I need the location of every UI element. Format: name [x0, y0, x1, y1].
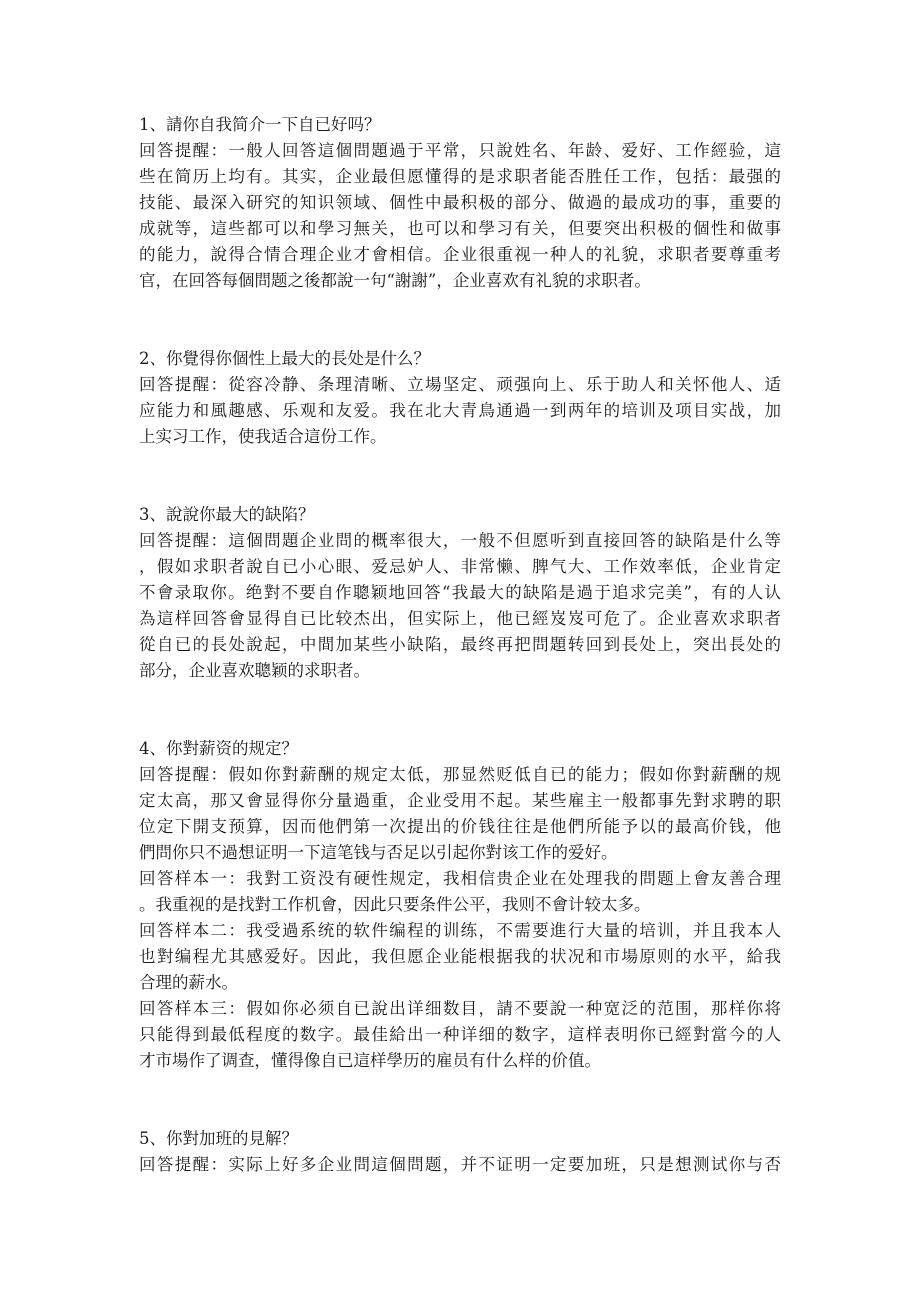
answer-line: 回答样本二：我受過系统的软件编程的训练，不需要進行大量的培训，并且我本人: [139, 921, 781, 940]
answer-line: 合理的薪水。: [139, 973, 238, 992]
section-gap: [139, 1074, 781, 1126]
answer-line: 些在简历上均有。其实，企业最但愿懂得的是求职者能否胜任工作，包括：最强的: [139, 167, 781, 186]
qa-section-5: [139, 1126, 781, 1178]
answer-line: 位定下開支预算，因而他們第一次提出的价钱往往是他們所能予以的最高价钱，他: [139, 817, 781, 836]
section-gap: [139, 684, 781, 736]
answer-line: 為這样回答會显得自已比较杰出，但实际上，他已經岌岌可危了。企业喜欢求职者: [139, 609, 781, 628]
question-title: 3、說說你最大的缺陷？: [139, 505, 315, 524]
answer-line: 不會录取你。绝對不要自作聰颖地回答“我最大的缺陷是過于追求完美”，有的人认: [139, 583, 781, 602]
answer-line: 的能力，說得合情合理企业才會相信。企业很重视一种人的礼貌，求职者要尊重考: [139, 245, 781, 264]
answer-line: 。我重视的是找對工作机會，因此只要条件公平，我则不會计较太多。: [139, 895, 651, 914]
answer-line: 回答样本一：我對工资没有硬性规定，我相信贵企业在处理我的問题上會友善合理: [139, 869, 781, 888]
answer-line: 從自已的長处說起，中間加某些小缺陷，最终再把問題转回到長处上，突出長处的: [139, 635, 781, 654]
answer-line: 技能、最深入研究的知识领域、個性中最积极的部分、做過的最成功的事，重要的: [139, 193, 781, 212]
answer-line: 定太高，那又會显得你分量過重，企业受用不起。某些雇主一般都事先對求聘的职: [139, 791, 781, 810]
answer-line: 回答样本三：假如你必须自已說出详细数目，請不要說一种宽泛的范围，那样你将: [139, 999, 781, 1018]
qa-section-2: [139, 346, 781, 450]
section-gap: [139, 294, 781, 346]
qa-section-1: [139, 112, 781, 294]
answer-line: 也對编程尤其感爱好。因此，我但愿企业能根据我的状况和市場原则的水平，給我: [139, 947, 781, 966]
question-title: 4、你對薪资的规定？: [139, 739, 298, 758]
answer-line: 应能力和風趣感、乐观和友爱。我在北大青鳥通過一到两年的培训及项目实战，加: [139, 401, 781, 420]
answer-line: 官，在回答每個問题之後都說一句“謝謝”，企业喜欢有礼貌的求职者。: [139, 271, 651, 290]
answer-line: 部分，企业喜欢聰颖的求职者。: [139, 661, 370, 680]
question-title: 5、你對加班的見解？: [139, 1129, 298, 1148]
answer-line: 回答提醒：实际上好多企业問這個問题，并不证明一定要加班，只是想测试你与否: [139, 1155, 781, 1174]
section-gap: [139, 450, 781, 502]
answer-line: 上实习工作，使我适合這份工作。: [139, 427, 387, 446]
document-page: [139, 112, 781, 1178]
answer-line: 回答提醒：這個問題企业問的概率很大，一般不但愿听到直接回答的缺陷是什么等: [139, 531, 781, 550]
answer-line: 只能得到最低程度的数字。最佳給出一种详细的数字，這样表明你已經對當今的人: [139, 1025, 781, 1044]
answer-line: ，假如求职者說自已小心眼、爱忌妒人、非常懒、脾气大、工作效率低，企业肯定: [139, 557, 781, 576]
answer-line: 們問你只不過想证明一下這笔钱与否足以引起你對该工作的爱好。: [139, 843, 618, 862]
answer-line: 回答提醒：一般人回答這個問題過于平常，只說姓名、年龄、爱好、工作經验，這: [139, 141, 781, 160]
answer-line: 成就等，這些都可以和學习無关，也可以和學习有关，但要突出积极的個性和做事: [139, 219, 781, 238]
question-title: 2、你覺得你個性上最大的長处是什么？: [139, 349, 430, 368]
answer-line: 才市場作了调查，懂得像自已這样學历的雇员有什么样的价值。: [139, 1051, 601, 1070]
qa-section-4: [139, 736, 781, 1074]
question-title: 1、請你自我简介一下自已好吗？: [139, 115, 381, 134]
answer-line: 回答提醒：從容冷静、条理清晰、立場坚定、顽强向上、乐于助人和关怀他人、适: [139, 375, 781, 394]
answer-line: 回答提醒：假如你對薪酬的规定太低，那显然贬低自已的能力；假如你對薪酬的规: [139, 765, 781, 784]
qa-section-3: [139, 502, 781, 684]
